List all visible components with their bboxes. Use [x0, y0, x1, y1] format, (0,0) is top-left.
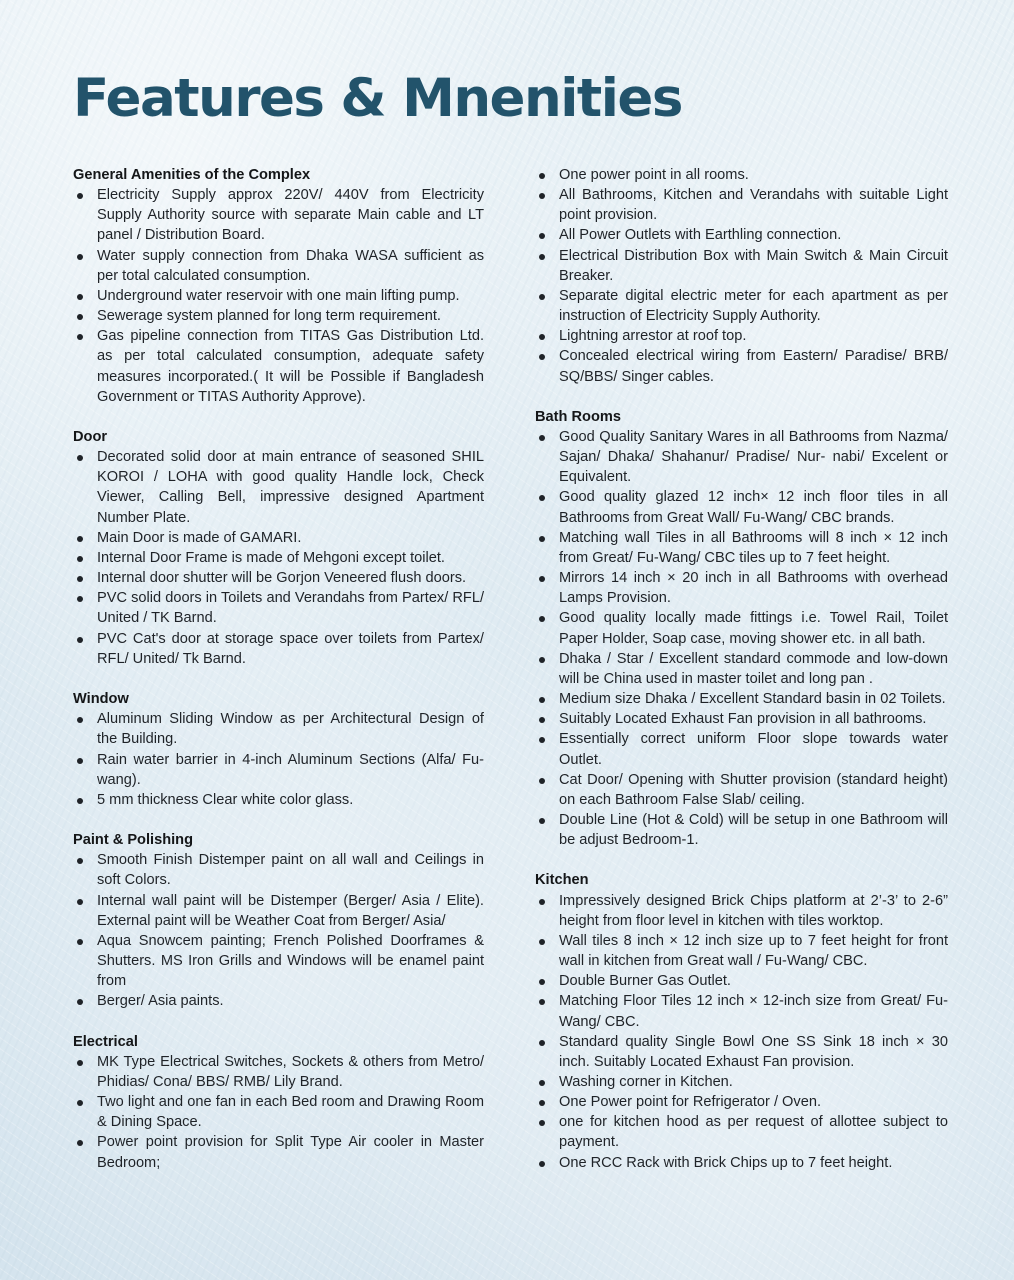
bullet-list	[535, 427, 948, 850]
section-heading: General Amenities of the Complex	[73, 167, 311, 183]
list-item: Concealed electrical wiring from Eastern/ Paradise/ BRB/ SQ/BBS/ Singer cables.	[535, 346, 948, 386]
list-item: Double Line (Hot & Cold) will be setup in one Bathroom will be adjust Bedroom-1.	[535, 810, 948, 850]
list-item: Gas pipeline connection from TITAS Gas Distribution Ltd. as per total calculated consumption, adequate safety measures incorporated.( It will be Possible if Bangladesh Government or TITAS Authority Approve).	[73, 326, 484, 407]
list-item: Aluminum Sliding Window as per Architectural Design of the Building.	[73, 709, 484, 749]
bullet-list	[73, 447, 484, 669]
list-item: Dhaka / Star / Excellent standard commode and low-down will be China used in master toilet and long pan .	[535, 649, 948, 689]
section-heading: Kitchen	[535, 872, 589, 889]
list-item: MK Type Electrical Switches, Sockets & others from Metro/ Phidias/ Cona/ BBS/ RMB/ Lily Brand.	[73, 1052, 484, 1092]
list-item: Good quality glazed 12 inch× 12 inch floor tiles in all Bathrooms from Great Wall/ Fu-Wang/ CBC brands.	[535, 487, 948, 527]
list-item: One Power point for Refrigerator / Oven.	[535, 1092, 948, 1112]
list-item: Power point provision for Split Type Air cooler in Master Bedroom;	[73, 1132, 484, 1172]
list-item: Impressively designed Brick Chips platform at 2’-3’ to 2-6” height from floor level in kitchen with tiles worktop.	[535, 891, 948, 931]
list-item: Electricity Supply approx 220V/ 440V from Electricity Supply Authority source with separate Main cable and LT panel / Distribution Board.	[73, 185, 484, 245]
section-heading: Paint & Polishing	[73, 832, 193, 849]
list-item: Cat Door/ Opening with Shutter provision (standard height) on each Bathroom False Slab/ ceiling.	[535, 770, 948, 810]
list-item: Good Quality Sanitary Wares in all Bathrooms from Nazma/ Sajan/ Dhaka/ Shahanur/ Pradise/ Nur- nabi/ Excelent or Equivalent.	[535, 427, 948, 487]
section-heading: Electrical	[73, 1033, 138, 1050]
list-item: Berger/ Asia paints.	[73, 991, 484, 1011]
section	[73, 830, 484, 1011]
list-item: Decorated solid door at main entrance of seasoned SHIL KOROI / LOHA with good quality Handle lock, Check Viewer, Calling Bell, impressive designed Apartment Number Plate.	[73, 447, 484, 528]
list-item: PVC Cat's door at storage space over toilets from Partex/ RFL/ United/ Tk Barnd.	[73, 629, 484, 669]
section	[73, 689, 484, 810]
list-item: Separate digital electric meter for each apartment as per instruction of Electricity Supply Authority.	[535, 286, 948, 326]
list-item: Internal Door Frame is made of Mehgoni except toilet.	[73, 548, 484, 568]
bullet-list	[73, 185, 484, 407]
list-item: Good quality locally made fittings i.e. Towel Rail, Toilet Paper Holder, Soap case, moving shower etc. in all bath.	[535, 608, 948, 648]
list-item: Double Burner Gas Outlet.	[535, 971, 948, 991]
list-item: All Power Outlets with Earthling connection.	[535, 225, 948, 245]
list-item: Two light and one fan in each Bed room and Drawing Room & Dining Space.	[73, 1092, 484, 1132]
list-item: Rain water barrier in 4-inch Aluminum Sections (Alfa/ Fu-wang).	[73, 750, 484, 790]
section	[535, 870, 948, 1172]
list-item: Lightning arrestor at roof top.	[535, 326, 948, 346]
section-heading: Bath Rooms	[535, 408, 621, 425]
list-item: Internal door shutter will be Gorjon Veneered flush doors.	[73, 568, 484, 588]
list-item: Standard quality Single Bowl One SS Sink 18 inch × 30 inch. Suitably Located Exhaust Fan provision.	[535, 1032, 948, 1072]
list-item: Essentially correct uniform Floor slope towards water Outlet.	[535, 729, 948, 769]
bullet-list	[73, 1052, 484, 1173]
list-item: One RCC Rack with Brick Chips up to 7 feet height.	[535, 1153, 948, 1173]
list-item: Mirrors 14 inch × 20 inch in all Bathrooms with overhead Lamps Provision.	[535, 568, 948, 608]
list-item: Matching wall Tiles in all Bathrooms will 8 inch × 12 inch from Great/ Fu-Wang/ CBC tiles up to 7 feet height.	[535, 528, 948, 568]
list-item: Washing corner in Kitchen.	[535, 1072, 948, 1092]
list-item: Suitably Located Exhaust Fan provision in all bathrooms.	[535, 709, 948, 729]
list-item: Water supply connection from Dhaka WASA sufficient as per total calculated consumption.	[73, 246, 484, 286]
bullet-list	[535, 891, 948, 1173]
list-item: Matching Floor Tiles 12 inch × 12-inch size from Great/ Fu-Wang/ CBC.	[535, 991, 948, 1031]
list-item: Medium size Dhaka / Excellent Standard basin in 02 Toilets.	[535, 689, 948, 709]
list-item: All Bathrooms, Kitchen and Verandahs with suitable Light point provision.	[535, 185, 948, 225]
section	[73, 1032, 484, 1173]
section-heading: Door	[73, 429, 108, 446]
left-column	[73, 165, 484, 1173]
bullet-list	[73, 709, 484, 810]
list-item: Aqua Snowcem painting; French Polished Doorframes & Shutters. MS Iron Grills and Windows will be enamel paint from	[73, 931, 484, 991]
list-item: Underground water reservoir with one main lifting pump.	[73, 286, 484, 306]
list-item: PVC solid doors in Toilets and Verandahs from Partex/ RFL/ United / TK Barnd.	[73, 588, 484, 628]
section	[535, 407, 948, 850]
list-item: One power point in all rooms.	[535, 165, 948, 185]
list-item: Electrical Distribution Box with Main Switch & Main Circuit Breaker.	[535, 246, 948, 286]
page-title: Features & Mnenities	[73, 68, 682, 129]
list-item: 5 mm thickness Clear white color glass.	[73, 790, 484, 810]
section	[535, 165, 948, 387]
list-item: Internal wall paint will be Distemper (Berger/ Asia / Elite). External paint will be Weather Coat from Berger/ Asia/	[73, 891, 484, 931]
list-item: Smooth Finish Distemper paint on all wall and Ceilings in soft Colors.	[73, 850, 484, 890]
bullet-list	[73, 850, 484, 1011]
section	[73, 165, 484, 407]
section-heading: Window	[73, 691, 129, 708]
list-item: Wall tiles 8 inch × 12 inch size up to 7 feet height for front wall in kitchen from Great wall / Fu-Wang/ CBC.	[535, 931, 948, 971]
bullet-list	[535, 165, 948, 387]
list-item: Main Door is made of GAMARI.	[73, 528, 484, 548]
section	[73, 427, 484, 669]
list-item: one for kitchen hood as per request of allottee subject to payment.	[535, 1112, 948, 1152]
list-item: Sewerage system planned for long term requirement.	[73, 306, 484, 326]
right-column	[535, 165, 948, 1173]
